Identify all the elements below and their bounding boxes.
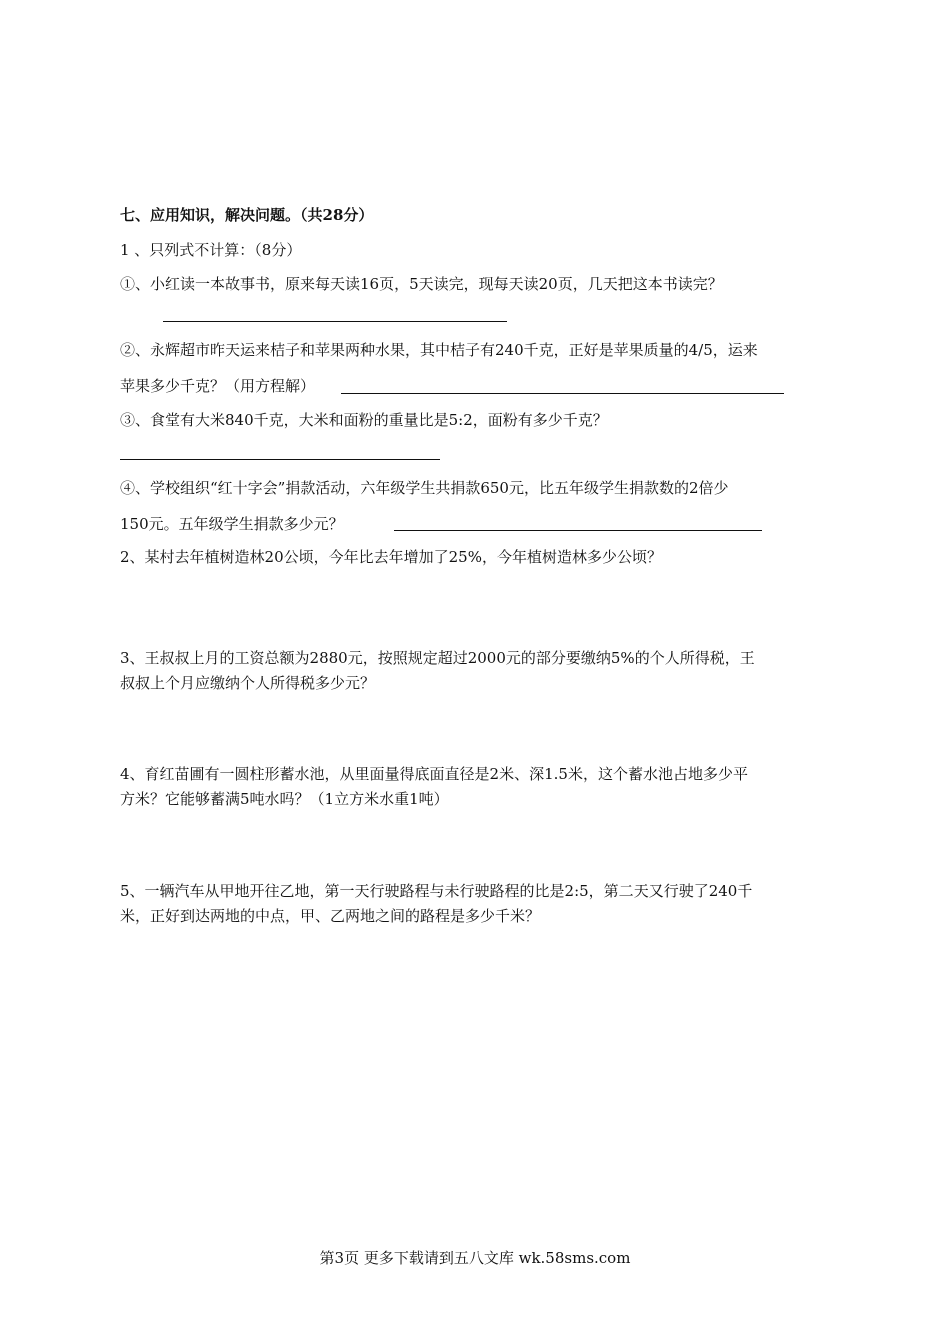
q1-c-answer-line[interactable] (120, 459, 440, 460)
q1-b-answer-line[interactable] (341, 393, 784, 394)
q1-d-text-line1: ④、学校组织“红十字会”捐款活动，六年级学生共捐款650元，比五年级学生捐款数的2倍少 (120, 479, 729, 497)
q3-text-line2: 叔叔上个月应缴纳个人所得税多少元？ (120, 674, 376, 692)
q1-d-text-line2: 150元。五年级学生捐款多少元？ (120, 515, 344, 533)
q1-a-text: ①、小红读一本故事书，原来每天读16页，5天读完，现每天读20页，几天把这本书读完？ (120, 275, 723, 293)
page-footer: 第3页 更多下载请到五八文库 wk.58sms.com (319, 1249, 631, 1267)
q2-text: 2、某村去年植树造林20公顷，今年比去年增加了25%，今年植树造林多少公顷？ (120, 548, 662, 566)
q1-d-answer-line[interactable] (394, 530, 762, 531)
q1-header: 1 、只列式不计算：（8分） (120, 241, 302, 259)
q4-text-line2: 方米？它能够蓄满5吨水吗？（1立方米水重1吨） (120, 790, 449, 808)
q1-c-text: ③、食堂有大米840千克，大米和面粉的重量比是5:2，面粉有多少千克？ (120, 411, 608, 429)
q1-b-text-line2: 苹果多少千克？（用方程解） (120, 377, 316, 395)
q1-b-text-line1: ②、永辉超市昨天运来桔子和苹果两种水果，其中桔子有240千克，正好是苹果质量的4/5，运来 (120, 341, 758, 359)
section-title: 七、应用知识，解决问题。（共28分） (120, 206, 374, 224)
q5-text-line1: 5、一辆汽车从甲地开往乙地，第一天行驶路程与未行驶路程的比是2:5，第二天又行驶了240千 (120, 882, 753, 900)
q5-text-line2: 米，正好到达两地的中点，甲、乙两地之间的路程是多少千米？ (120, 907, 541, 925)
q3-text-line1: 3、王叔叔上月的工资总额为2880元，按照规定超过2000元的部分要缴纳5%的个人所得税，王 (120, 649, 755, 667)
q4-text-line1: 4、育红苗圃有一圆柱形蓄水池，从里面量得底面直径是2米、深1.5米，这个蓄水池占地多少平 (120, 765, 748, 783)
q1-a-answer-line[interactable] (163, 321, 507, 322)
